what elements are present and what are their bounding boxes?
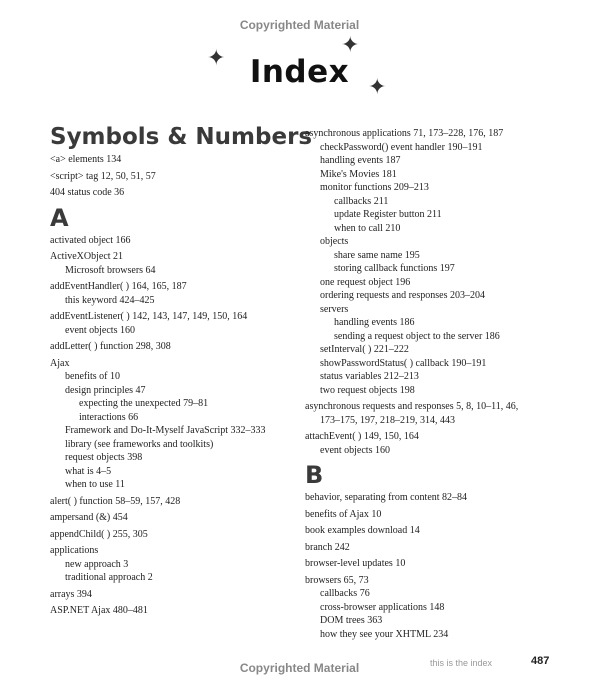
section-heading-a: A [50,203,69,232]
page-title: Index [249,54,350,90]
index-entry: handling events 186 [334,317,415,328]
index-entry: 404 status code 36 [50,187,125,198]
index-entry: book examples download 14 [305,525,420,536]
a-entry-list [50,234,290,618]
index-entry: attachEvent( ) 149, 150, 164 [305,431,419,442]
index-entry: sending a request object to the server 186 [334,330,500,342]
index-entry: Mike's Movies 181 [320,168,397,180]
index-entry: cross-browser applications 148 [320,601,445,613]
index-entry: appendChild( ) 255, 305 [50,528,148,540]
index-entry: browser-level updates 10 [305,558,406,569]
index-entry: what is 4–5 [65,465,112,477]
index-entry: two request objects 198 [320,384,415,396]
index-entry: <script> tag 12, 50, 51, 57 [50,170,156,182]
index-entry: when to call 210 [334,222,401,234]
b-entry-list [305,491,560,641]
index-entry: traditional approach 2 [65,572,153,583]
index-entry: ASP.NET Ajax 480–481 [50,605,148,616]
index-entry: ActiveXObject 21 [50,251,124,262]
index-entry: <a> elements 134 [50,154,122,165]
copyright-header: Copyrighted Material [239,18,360,32]
index-entry: showPasswordStatus( ) callback 190–191 [320,357,487,369]
star-icon: ✦ [368,74,387,99]
index-entry: servers [320,303,349,315]
index-entry: Microsoft browsers 64 [65,264,156,276]
index-entry: interactions 66 [79,411,139,423]
index-entry: branch 242 [305,541,350,553]
star-icon: ✦ [207,45,226,70]
index-entry: request objects 398 [65,452,143,463]
index-entry: activated object 166 [50,234,131,246]
index-entry: asynchronous requests and responses 5, 8, 10–11, 46, [305,401,519,412]
index-entry: ampersand (&) 454 [50,512,128,523]
index-entry: applications [50,545,99,556]
copyright-footer: Copyrighted Material [239,661,360,675]
index-entry: this keyword 424–425 [65,294,155,306]
index-entry: Ajax [50,357,70,369]
right-entry-list [305,127,560,457]
index-entry: library (see frameworks and toolkits) [65,438,214,450]
section-heading-b: B [305,461,324,489]
index-entry: expecting the unexpected 79–81 [79,398,209,409]
index-entry: monitor functions 209–213 [320,182,429,193]
index-entry: status variables 212–213 [320,371,419,382]
index-entry: storing callback functions 197 [334,263,455,274]
symbols-entry-list [50,153,290,200]
index-entry: setInterval( ) 221–222 [320,344,409,355]
index-entry: addEventHandler( ) 164, 165, 187 [50,281,187,292]
index-entry: design principles 47 [65,384,146,396]
index-entry: Framework and Do-It-Myself JavaScript 332–333 [65,425,266,436]
index-entry: objects [320,236,349,247]
index-entry: handling events 187 [320,155,401,166]
index-entry: browsers 65, 73 [305,574,369,586]
index-entry: update Register button 211 [334,209,442,220]
index-entry: when to use 11 [65,479,125,490]
index-entry: asynchronous applications 71, 173–228, 176, 187 [305,128,504,139]
index-entry: new approach 3 [65,558,129,570]
index-entry: arrays 394 [50,588,92,600]
index-entry: alert( ) function 58–59, 157, 428 [50,495,181,507]
index-column-left [50,124,313,618]
index-entry: one request object 196 [320,276,411,288]
index-entry: behavior, separating from content 82–84 [305,492,468,503]
index-entry: event objects 160 [320,444,390,456]
index-entry: 173–175, 197, 218–219, 314, 443 [320,414,455,426]
star-icon: ✦ [341,32,360,57]
index-entry: checkPassword() event handler 190–191 [320,141,483,153]
index-entry: how they see your XHTML 234 [320,628,449,640]
index-entry: addLetter( ) function 298, 308 [50,341,171,352]
index-column-right [305,124,560,641]
section-heading-symbols: Symbols & Numbers [50,124,313,150]
index-entry: addEventListener( ) 142, 143, 147, 149, 150, 164 [50,311,248,322]
index-entry: callbacks 76 [320,588,370,599]
index-entry: callbacks 211 [334,195,389,207]
running-footer-text: this is the index [430,658,493,668]
index-entry: benefits of Ajax 10 [305,508,382,520]
index-entry: benefits of 10 [65,371,120,382]
page-number: 487 [531,655,550,667]
index-entry: DOM trees 363 [320,615,383,626]
index-entry: ordering requests and responses 203–204 [320,290,485,301]
index-entry: event objects 160 [65,324,135,336]
index-entry: share same name 195 [334,249,420,261]
